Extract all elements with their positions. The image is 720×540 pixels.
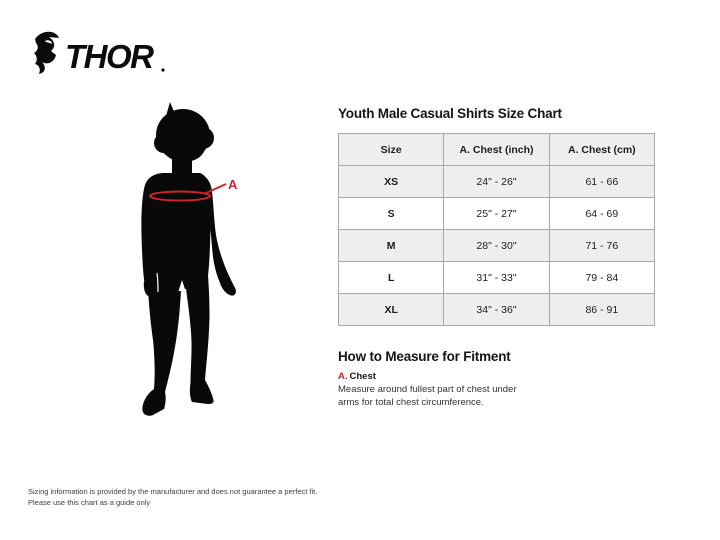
cell-chest-inch: 34" - 36" xyxy=(444,294,549,326)
column-header-chest-cm: A. Chest (cm) xyxy=(549,134,654,166)
table-row-xs xyxy=(339,166,655,198)
thor-logo xyxy=(32,29,172,77)
chest-measure-label: A xyxy=(228,177,238,192)
measure-item-name: Chest xyxy=(349,371,376,382)
cell-size: M xyxy=(339,230,444,262)
measure-item-key: A. xyxy=(338,371,348,382)
measure-description xyxy=(338,384,517,410)
child-silhouette-figure xyxy=(100,85,340,435)
child-silhouette xyxy=(141,102,236,416)
size-chart-table xyxy=(338,133,655,326)
size-table-header-row xyxy=(339,134,655,166)
cell-size: XS xyxy=(339,166,444,198)
disclaimer-line: Please use this chart as a guide only xyxy=(28,497,151,507)
cell-chest-cm: 79 - 84 xyxy=(549,262,654,294)
measure-item-chest xyxy=(338,371,376,382)
measure-description-line: arms for total chest circumference. xyxy=(338,396,484,408)
cell-size: XL xyxy=(339,294,444,326)
thor-logo-text: THOR xyxy=(65,38,153,75)
cell-chest-inch: 28" - 30" xyxy=(444,230,549,262)
table-row-s xyxy=(339,198,655,230)
cell-chest-cm: 86 - 91 xyxy=(549,294,654,326)
cell-size: S xyxy=(339,198,444,230)
thor-helmet-icon xyxy=(34,32,59,74)
column-header-size: Size xyxy=(339,134,444,166)
column-header-chest-inch: A. Chest (inch) xyxy=(444,134,549,166)
how-to-measure-heading: How to Measure for Fitment xyxy=(338,349,511,364)
cell-chest-inch: 24" - 26" xyxy=(444,166,549,198)
cell-chest-cm: 64 - 69 xyxy=(549,198,654,230)
cell-size: L xyxy=(339,262,444,294)
trademark-dot xyxy=(161,68,164,71)
table-row-xl xyxy=(339,294,655,326)
sizing-disclaimer xyxy=(28,487,317,509)
measure-description-line: Measure around fullest part of chest under xyxy=(338,384,517,395)
disclaimer-line: Sizing information is provided by the manufacturer and does not guarantee a perfect fit. xyxy=(28,487,318,496)
table-row-m xyxy=(339,230,655,262)
cell-chest-inch: 31" - 33" xyxy=(444,262,549,294)
cell-chest-inch: 25" - 27" xyxy=(444,198,549,230)
table-row-l xyxy=(339,262,655,294)
cell-chest-cm: 71 - 76 xyxy=(549,230,654,262)
size-chart-title: Youth Male Casual Shirts Size Chart xyxy=(338,106,562,121)
cell-chest-cm: 61 - 66 xyxy=(549,166,654,198)
